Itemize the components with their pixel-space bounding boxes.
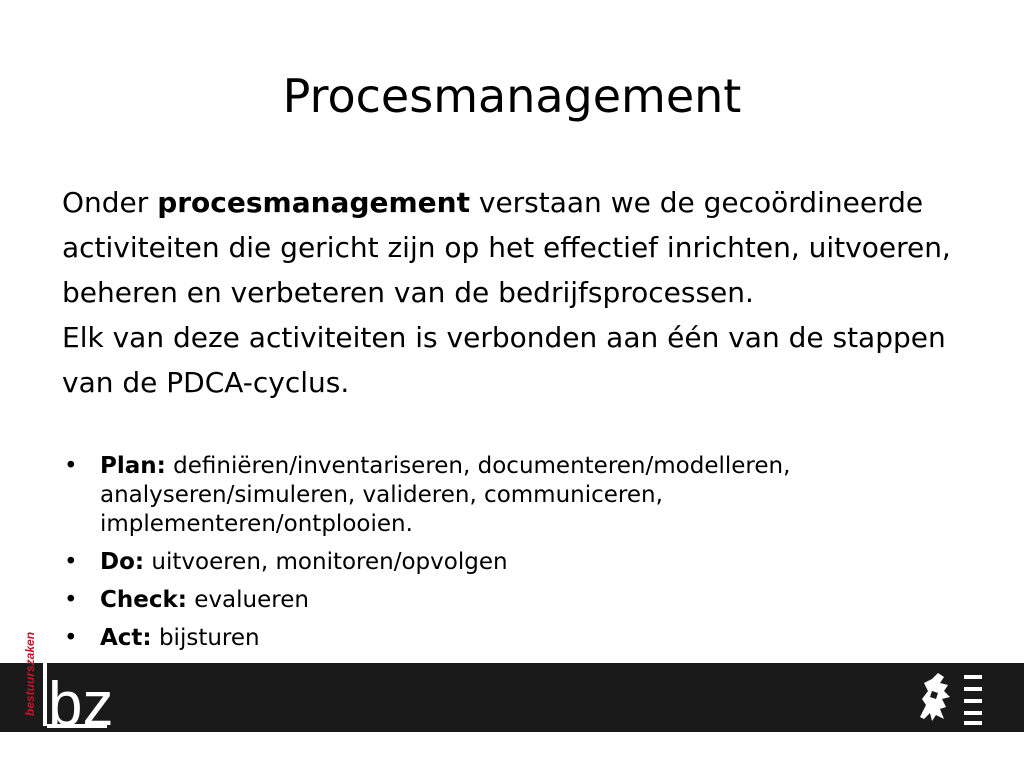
intro-text [62,180,962,405]
definition-paragraph [62,180,962,315]
bullet-label: Check: [100,587,187,613]
bullet-label: Plan: [100,453,166,479]
bullet-label: Do: [100,549,145,575]
bullet-dot: • [64,625,78,651]
pdca-bullet-list [62,452,972,661]
flemish-lion-logo-icon [912,669,984,727]
intro-prefix: Onder [62,186,158,219]
bullet-plan [62,452,972,539]
bullet-dot: • [64,453,78,479]
bullet-text: bijsturen [151,625,260,651]
bestuurszaken-logo [16,630,116,734]
slide-title: Procesmanagement [282,69,742,123]
logo-letters: bz [48,670,114,734]
bullet-label: Act: [100,625,152,651]
bullet-dot: • [64,587,78,613]
footer-bar [0,663,1024,732]
bullet-do [62,547,972,577]
bullet-check [62,585,972,615]
bullet-text: definiëren/inventariseren, documenteren/modelleren, analyseren/simuleren, valideren, communiceren, implementeren/ontplooien. [100,453,791,537]
bullet-text: evalueren [186,587,309,613]
logo-text: bestuurszaken [23,631,37,716]
intro-term: procesmanagement [157,186,470,219]
pdca-paragraph: Elk van deze activiteiten is verbonden aan één van de stappen van de PDCA-cyclus. [62,321,946,399]
intro-definition: verstaan we de gecoördineerde activiteiten die gericht zijn op het effectief inrichten, uitvoeren, beheren en verbeteren van de bedrijfsprocessen. [62,186,951,309]
bullet-act [62,623,972,653]
bullet-dot: • [64,549,78,575]
bullet-text: uitvoeren, monitoren/opvolgen [144,549,508,575]
